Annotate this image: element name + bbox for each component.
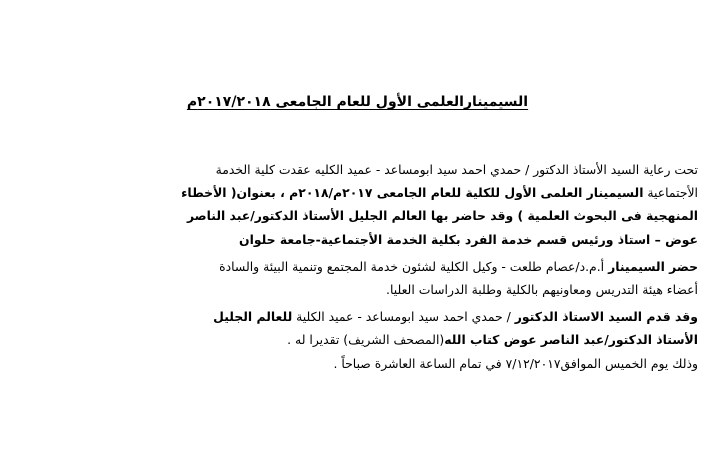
paragraph-2-line-2-text: أعضاء هيئة التدريس ومعاونيهم بالكلية وطلبة الدراسات العليا. xyxy=(386,282,698,298)
paragraph-1-line-3-text: المنهجية فى البحوث العلمية ) وقد حاضر بها العالم الجليل الأستاذ الدكتور/عبد الناصر xyxy=(186,208,698,224)
paragraph-2-line-2 xyxy=(62,278,698,301)
paragraph-3-normal: / حمدي احمد سيد ابومساعد - عميد الكلية xyxy=(292,309,515,325)
paragraph-2-line-1-text: أ.م.د/عصام طلعت - وكيل الكلية لشئون خدمة المجتمع وتنمية البيئة والسادة xyxy=(219,258,609,274)
paragraph-3-line-2-bold: الأستاذ الدكتور/عبد الناصر عوض كتاب الله xyxy=(444,332,698,348)
paragraph-3-bold-b: للعالم الجليل xyxy=(213,309,293,325)
document-body xyxy=(62,158,698,375)
document-title-text: السيمينارالعلمى الأول للعام الجامعى ٢٠١٧/٢٠١٨م xyxy=(186,94,529,110)
document-title xyxy=(0,93,715,111)
paragraph-1-line-2-normal: الأجتماعية xyxy=(643,185,698,201)
paragraph-1-line-2 xyxy=(62,181,698,204)
paragraph-2-lead: حضر السيمينار xyxy=(608,258,698,274)
paragraph-1-line-3 xyxy=(62,204,698,227)
paragraph-4-text: وذلك يوم الخميس الموافق٧/١٢/٢٠١٧ في تمام الساعة العاشرة صباحاً . xyxy=(333,355,698,371)
paragraph-2-line-1 xyxy=(62,255,698,278)
paragraph-1-line-4-text: عوض – استاذ ورئيس قسم خدمة الفرد بكلية الخدمة الأجتماعية-جامعة حلوان xyxy=(239,231,698,247)
paragraph-3-line-2-normal: (المصحف الشريف) تقديرا له . xyxy=(287,332,445,348)
paragraph-1-line-1-text: تحت رعاية السيد الأستاذ الدكتور / حمدي احمد سيد ابومساعد - عميد الكليه عقدت كلية الخدمة xyxy=(215,162,698,177)
paragraph-3-line-2 xyxy=(62,328,698,351)
paragraph-4-line-1 xyxy=(62,352,698,375)
paragraph-3-bold-a: وقد قدم السيد الاستاذ الدكتور xyxy=(514,309,698,325)
paragraph-1-line-4 xyxy=(62,228,698,251)
paragraph-3-line-1 xyxy=(62,305,698,328)
paragraph-1-line-2-bold: السيمينار العلمى الأول للكلية للعام الجامعى ٢٠١٧م/٢٠١٨م ، بعنوان( الأخطاء xyxy=(181,185,644,201)
paragraph-1-line-1 xyxy=(62,158,698,181)
